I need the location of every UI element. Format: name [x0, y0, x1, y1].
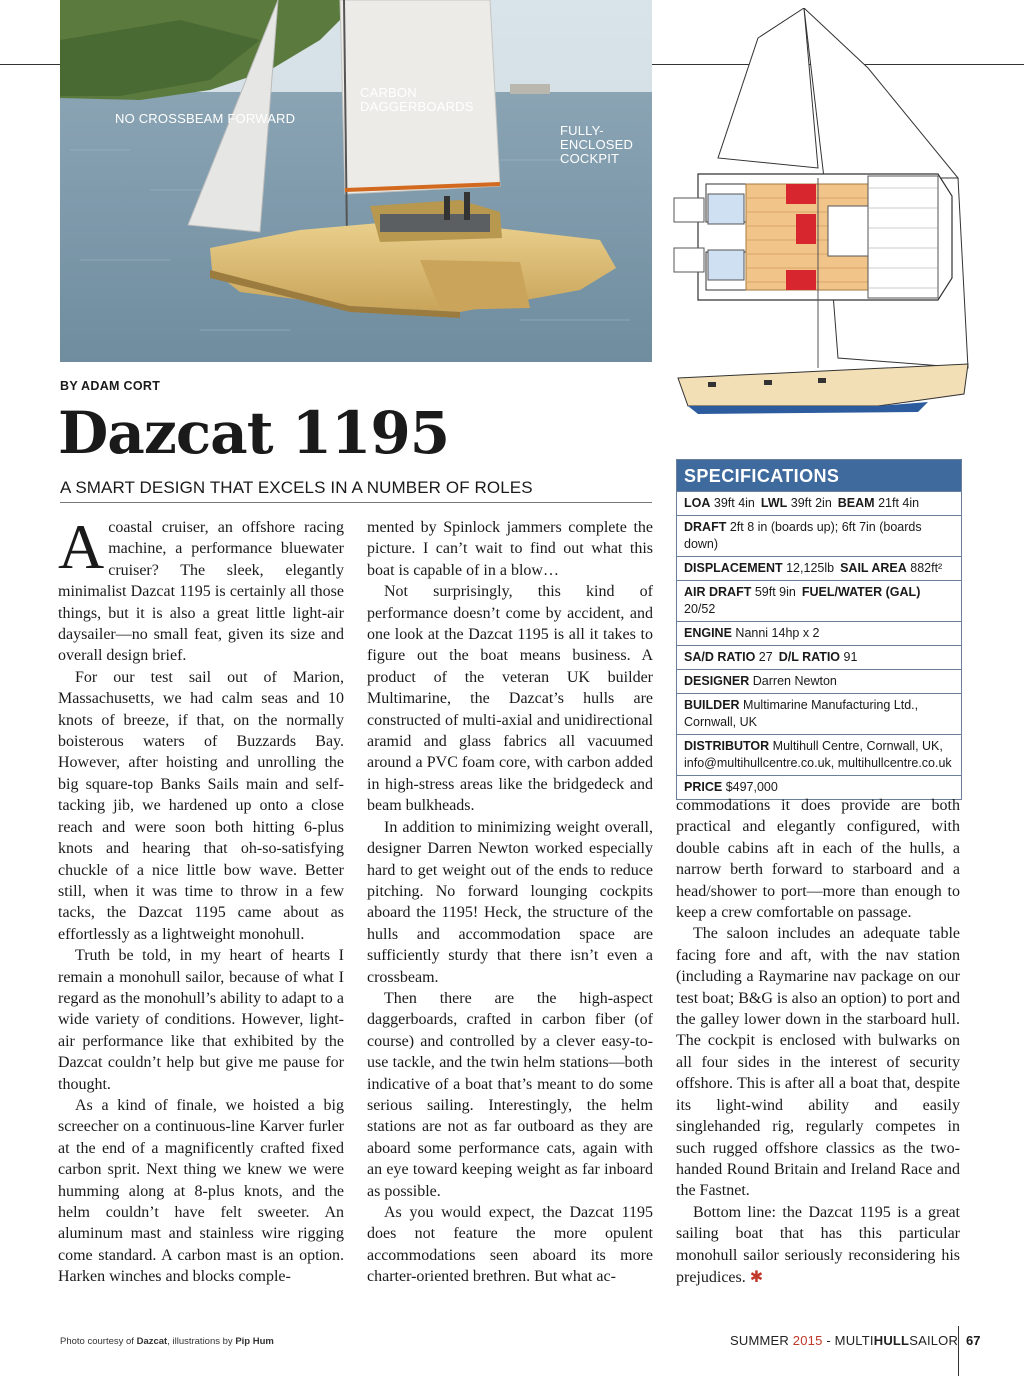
paragraph: Truth be told, in my heart of hearts I remain a monohull sailor, because of what I regard as the monohull’s ability to adapt to a wide variety of conditions. However, light-air performance like that exhibited by the Dazcat couldn’t help but give me pause for thought.	[58, 947, 344, 1093]
paragraph: mented by Spinlock jammers complete the picture. I can’t wait to find out what this boat is capable of in a blow…	[367, 519, 653, 579]
spec-row: ENGINE Nanni 14hp x 2	[677, 621, 961, 645]
article-column-2	[367, 517, 653, 1288]
drop-cap: A	[58, 511, 105, 582]
boat-illustration	[668, 8, 988, 428]
paragraph: The saloon includes an adequate table facing fore and aft, with the nav station (including a Raymarine nav package on our test boat; B&G is also an option) to port and the galley lower down in the starboard hull. The cockpit is enclosed with bulwarks on all four sides in the interest of security offshore. This is after all a boat that, despite its light-wind ability and easily singlehanded rig, regularly competes in such rugged offshore classics as the two-handed Round Britain and Ireland Race and the Fastnet.	[676, 925, 960, 1200]
page-number: 67	[966, 1333, 981, 1348]
article-column-3	[676, 795, 960, 1288]
paragraph: Then there are the high-aspect daggerboards, crafted in carbon fiber (of course) and controlled by a clever easy-to-use tackle, and the twin helm stations—both indicative of a boat that’s meant to do some serious sailing. Interestingly, the helm stations are not as far outboard as they are aboard some performance cats, again with an eye toward keeping weight as far inboard as possible.	[367, 989, 653, 1200]
paragraph: Acoastal cruiser, an offshore racing machine, a performance bluewater cruiser? The sleek, elegantly minimalist Dazcat 1195 is certainly all those things, but it is also a great little light-air daysailer—no small feat, given its size and overall design brief.	[58, 511, 344, 665]
spec-row: DISPLACEMENT 12,125lb SAIL AREA 882ft²	[677, 556, 961, 580]
spec-row: DISTRIBUTOR Multihull Centre, Cornwall, UK, info@multihullcentre.co.uk, multihullcentre.co.uk	[677, 734, 961, 775]
byline: BY ADAM CORT	[60, 379, 161, 393]
paragraph: Not surprisingly, this kind of performance doesn’t come by accident, and one look at the Dazcat 1195 is all it takes to figure out the boat means business. A product of the veteran UK builder Multimarine, the Dazcat’s hulls are constructed of multi-axial and unidirectional aramid and glass fabrics all vacuumed around a PVC foam core, with carbon added in high-stress areas like the bridgedeck and beam bulkheads.	[367, 583, 653, 815]
article-subtitle: A SMART DESIGN THAT EXCELS IN A NUMBER OF ROLES	[60, 478, 533, 497]
paragraph: Bottom line: the Dazcat 1195 is a great sailing boat that has this particular monohull sailor seriously reconsidering his prejudices. ✱	[676, 1203, 960, 1286]
paragraph: In addition to minimizing weight overall, designer Darren Newton worked especially hard to get weight out of the ends to reduce pitching. No forward lounging cockpits aboard the 1195! Heck, the structure of the hulls and accommodation space are sufficiently sturdy that there isn’t even a crossbeam.	[367, 818, 653, 986]
label-no-crossbeam: NO CROSSBEAM FORWARD	[115, 111, 296, 126]
end-mark-icon: ✱	[749, 1266, 764, 1286]
spec-row: BUILDER Multimarine Manufacturing Ltd., Cornwall, UK	[677, 693, 961, 734]
article-title: Dazcat 1195	[58, 399, 450, 467]
paragraph: As a kind of finale, we hoisted a big screecher on a continuous-line Karver furler at the end of a magnificently crafted fixed carbon sprit. Next thing we knew we were humming along at 8-plus knots, and the helm couldn’t have felt sweeter. An aluminum mast and stainless wire rigging come standard. A carbon mast is an option. Harken winches and blocks comple-	[58, 1096, 344, 1286]
photo-credit: Photo courtesy of Dazcat, illustrations by Pip Hum	[60, 1336, 274, 1347]
boat-photo	[60, 0, 652, 362]
spec-row: LOA 39ft 4in LWL 39ft 2in BEAM 21ft 4in	[677, 491, 961, 515]
spec-row: SA/D RATIO 27 D/L RATIO 91	[677, 645, 961, 669]
article-column-1	[58, 511, 344, 1288]
spec-row: DRAFT 2ft 8 in (boards up); 6ft 7in (boards down)	[677, 515, 961, 556]
label-carbon-daggerboards: CARBON DAGGERBOARDS	[360, 85, 474, 114]
spec-row: PRICE $497,000	[677, 775, 961, 799]
subtitle-rule	[60, 502, 652, 503]
specifications-box	[676, 459, 962, 800]
issue-line: SUMMER 2015 - MULTIHULLSAILOR	[730, 1333, 959, 1348]
specifications-title: SPECIFICATIONS	[677, 460, 961, 491]
spec-row: DESIGNER Darren Newton	[677, 669, 961, 693]
paragraph: As you would expect, the Dazcat 1195 does not feature the more opulent accommodations seen aboard its more charter-oriented brethren. But what ac-	[367, 1204, 653, 1286]
paragraph: For our test sail out of Marion, Massachusetts, we had calm seas and 10 knots of breeze, if that, on the normally boisterous waters of Buzzards Bay. However, after hoisting and unrolling the big square-top Banks Sails main and self-tacking jib, we hardened up onto a close reach and were soon both hitting 6-plus knots and hearing that oh-so-satisfying chuckle of a nice little bow wave. Better still, when it was time to throw in a few tacks, the Dazcat 1195 came about as effortlessly as a lightweight monohull.	[58, 668, 344, 943]
top-rule-left	[0, 64, 60, 65]
footer-divider	[958, 1326, 959, 1376]
paragraph: commodations it does provide are both practical and elegantly configured, with double cabins aft in each of the hulls, a narrow berth forward to starboard and a head/shower to port—more than enough to keep a crew comfortable on passage.	[676, 797, 960, 922]
label-fully-enclosed-cockpit: FULLY-ENCLOSED COCKPIT	[560, 123, 634, 166]
spec-row: AIR DRAFT 59ft 9in FUEL/WATER (GAL) 20/52	[677, 580, 961, 621]
